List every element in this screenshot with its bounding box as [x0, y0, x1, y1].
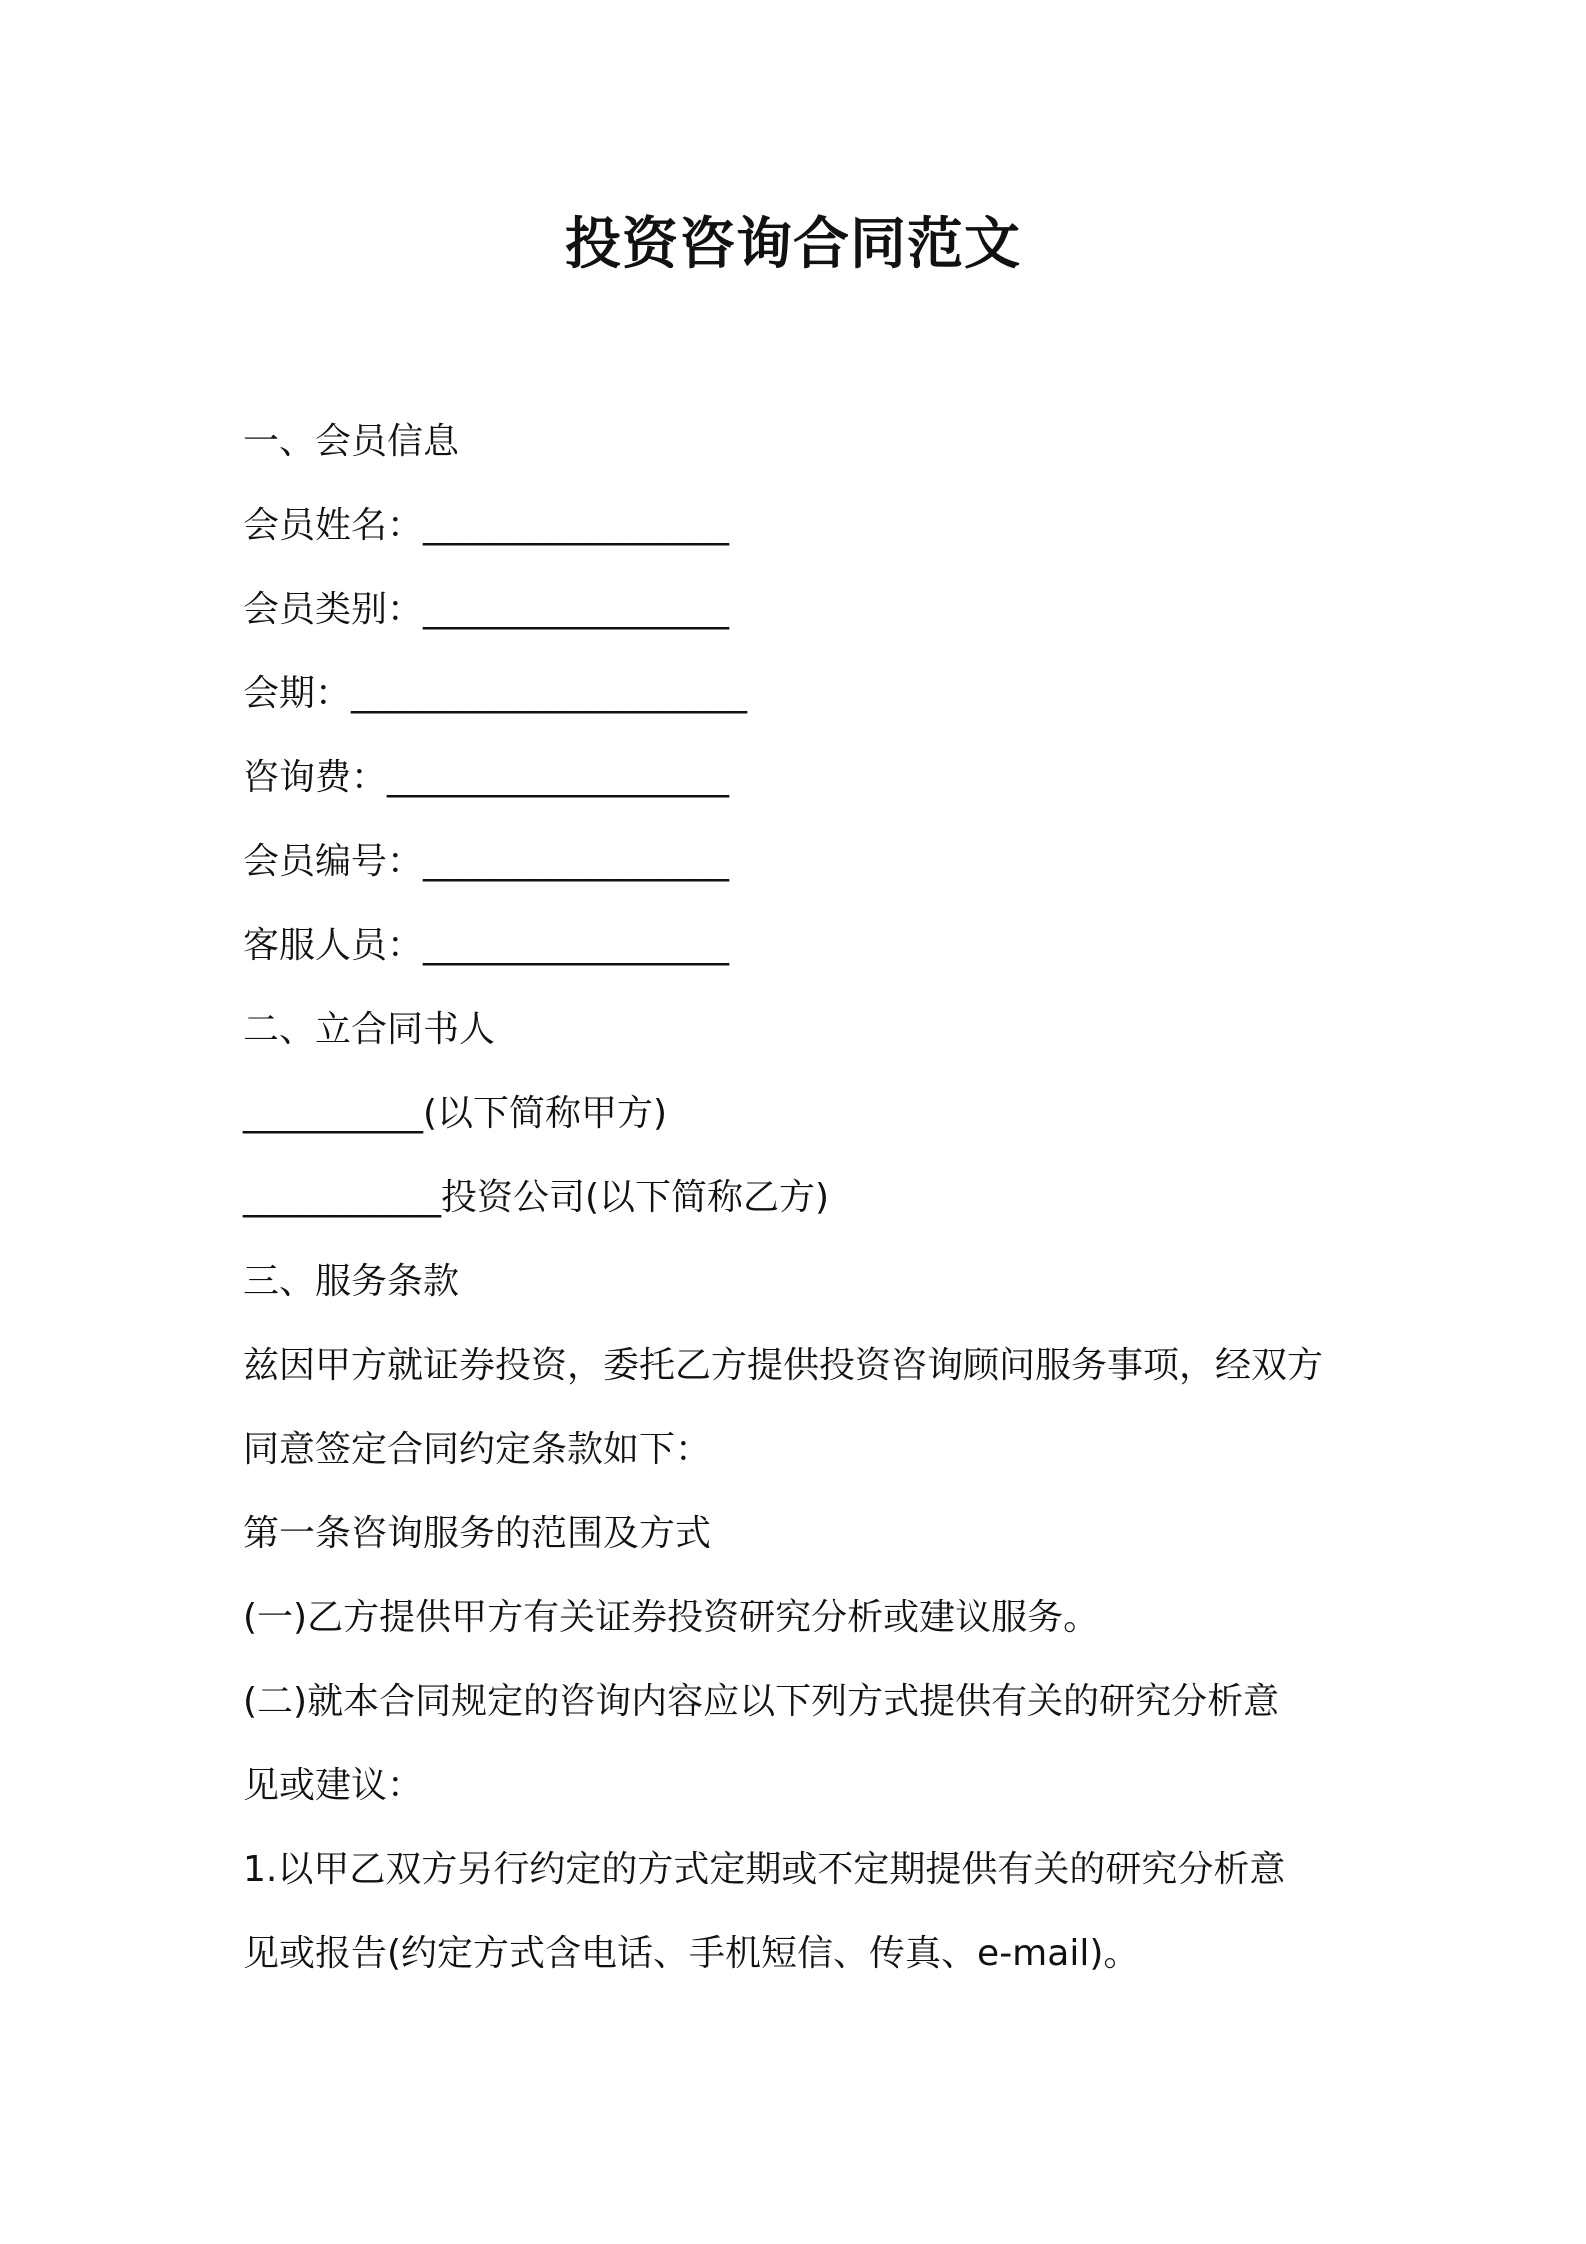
document-title: 投资咨询合同范文 — [565, 212, 1021, 277]
paragraph-line: 同意签定合同约定条款如下： — [243, 1429, 712, 1470]
field-member-number: 会员编号：_________________ — [243, 841, 730, 882]
section-heading-service-terms: 三、服务条款 — [243, 1261, 460, 1302]
field-customer-service: 客服人员：_________________ — [243, 925, 730, 966]
paragraph-line: 兹因甲方就证券投资，委托乙方提供投资咨询顾问服务事项，经双方 — [243, 1345, 1324, 1386]
party-a-line: __________(以下简称甲方) — [243, 1093, 668, 1134]
article-heading: 第一条咨询服务的范围及方式 — [243, 1513, 712, 1554]
paragraph-line: (一)乙方提供甲方有关证券投资研究分析或建议服务。 — [243, 1597, 1100, 1638]
field-member-name: 会员姓名：_________________ — [243, 505, 730, 546]
paragraph-line: 见或报告(约定方式含电话、手机短信、传真、e-mail)。 — [243, 1933, 1140, 1974]
paragraph-line: 见或建议： — [243, 1765, 424, 1806]
section-heading-member-info: 一、会员信息 — [243, 421, 460, 462]
party-b-line: ___________投资公司(以下简称乙方) — [243, 1177, 830, 1218]
field-member-category: 会员类别：_________________ — [243, 589, 730, 630]
section-heading-parties: 二、立合同书人 — [243, 1009, 496, 1050]
document-body — [243, 400, 1363, 1996]
field-membership-period: 会期：______________________ — [243, 673, 748, 714]
paragraph-line: 1.以甲乙双方另行约定的方式定期或不定期提供有关的研究分析意 — [243, 1849, 1286, 1890]
paragraph-line: (二)就本合同规定的咨询内容应以下列方式提供有关的研究分析意 — [243, 1681, 1280, 1722]
field-consulting-fee: 咨询费：___________________ — [243, 757, 730, 798]
